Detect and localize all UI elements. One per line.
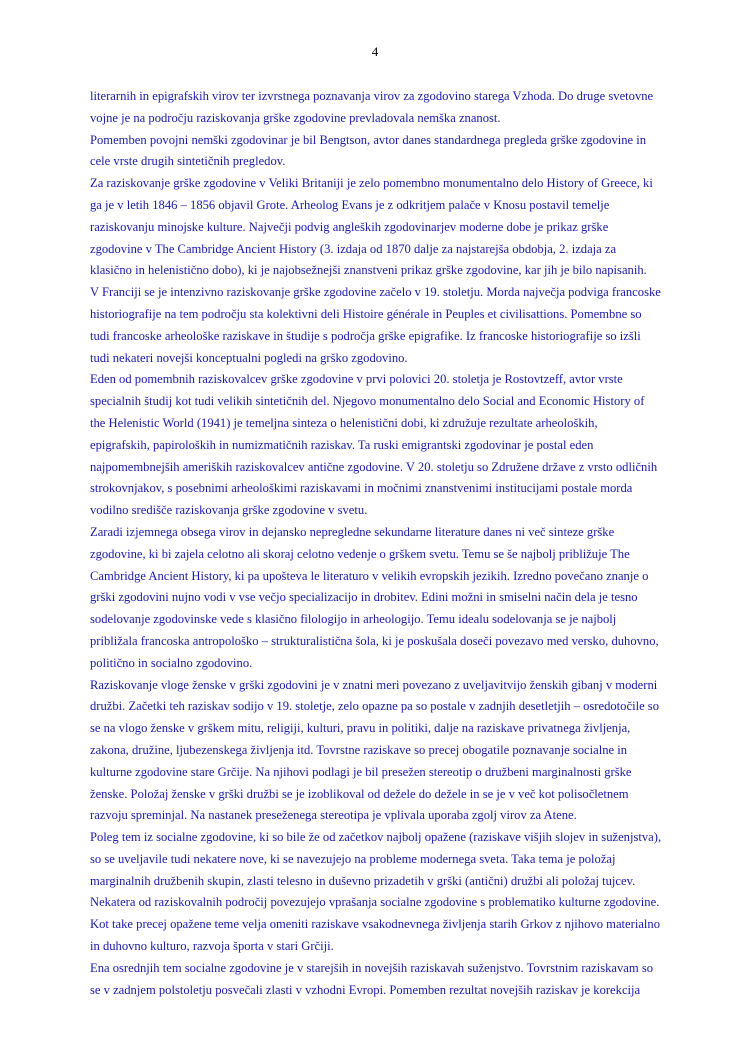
text-line: Eden od pomembnih raziskovalcev grške zgodovine v prvi polovici 20. stoletja je Rostovtzeff, avtor vrste xyxy=(90,372,623,387)
text-line: kulturne zgodovine stare Grčije. Na njihovi podlagi je bil presežen stereotip o družbeni marginalnosti grške xyxy=(90,764,632,779)
text-line: in duhovno kulturo, razvoja športa v stari Grčiji. xyxy=(90,939,334,954)
text-line: zgodovine, ki bi zajela celotno ali skoraj celotno vedenje o grškem svetu. Temu se še najbolj približuje The xyxy=(90,546,630,561)
text-line: vodilno središče raziskovanja grške zgodovine v svetu. xyxy=(90,503,368,518)
text-line: ženske. Položaj ženske v grški družbi se je izoblikoval od dežele do dežele in se je v več kot polisočletnem xyxy=(90,786,629,801)
text-line: Raziskovanje vloge ženske v grški zgodovini je v znatni meri povezano z uveljavitvijo ženskih gibanj v moderni xyxy=(90,677,658,692)
text-line: strokovnjakov, s posebnimi arheološkimi raziskavami in močnimi znanstvenimi institucijami postale morda xyxy=(90,481,633,496)
text-line: Nekatera od raziskovalnih področij povezujejo vprašanja socialne zgodovine s problematiko kulturne zgodovine. xyxy=(90,895,660,910)
text-line: najpomembnejših ameriških raziskovalcev antične zgodovine. V 20. stoletju so Združene države z vrsto odličnih xyxy=(90,459,658,474)
text-line: historiografije na tem področju sta kolektivni deli Histoire générale in Peuples et civilisattions. Pomembne so xyxy=(90,306,642,321)
text-line: so se uveljavile tudi nekatere nove, ki se navezujejo na probleme modernega sveta. Taka tema je položaj xyxy=(90,851,616,866)
text-line: se na vlogo ženske v grškem mitu, religiji, kulturi, pravu in politiki, dalje na raziskave privatnega življenja, xyxy=(90,721,631,736)
text-line: cele vrste drugih sintetičnih pregledov. xyxy=(90,154,286,169)
text-line: sodelovanje zgodovinske vede s klasično filologijo in arheologijo. Temu idealu sodelovanja se je najbolj xyxy=(90,612,617,627)
text-line: tudi nekateri novejši konceptualni pogledi na grško zgodovino. xyxy=(90,350,408,365)
text-line: tudi francoske arheološke raziskave in študije s področja grške epigrafike. Iz francoske historiografije so izšli xyxy=(90,328,641,343)
text-line: politično in socialno zgodovino. xyxy=(90,655,253,670)
text-line: specialnih študij kot tudi velikih sintetičnih del. Njegovo monumentalno delo Social and Economic History of xyxy=(90,394,645,409)
text-line: epigrafskih, papiroloških in numizmatičnih raziskav. Ta ruski emigrantski zgodovinar je postal eden xyxy=(90,437,594,452)
text-line: Za raziskovanje grške zgodovine v Veliki Britaniji je zelo pomembno monumentalno delo History of Greece, ki xyxy=(90,176,653,191)
text-line: se v zadnjem polstoletju posvečali zlasti v vzhodni Evropi. Pomemben rezultat novejših raziskav je korekcija xyxy=(90,982,641,997)
text-line: literarnih in epigrafskih virov ter izvrstnega poznavanja virov za zgodovino starega Vzhoda. Do druge svetovne xyxy=(90,89,654,103)
text-line: the Helenistic World (1941) je temeljna sinteza o helenistični dobi, ki združuje rezultate arheoloških, xyxy=(90,415,598,430)
text-line: grški zgodovini nujno vodi v vse večjo specializacijo in drobitev. Edini možni in smiselni način dela je tesno xyxy=(90,590,638,605)
text-line: zakona, družine, ljubezenskega življenja itd. Tovrstne raziskave so precej obogatile poznavanje socialne in xyxy=(90,742,628,757)
text-line: Poleg tem iz socialne zgodovine, ki so bile že od začetkov najbolj opažene (raziskave višjih slojev in suženjstva), xyxy=(90,830,662,845)
text-line: klasično in helenistično dobo), ki je najobsežnejši znanstveni prikaz grške zgodovine, kar jih je bilo napisanih. xyxy=(90,263,647,278)
text-line: raziskovanju minojske kulture. Največji podvig angleških zgodovinarjev moderne dobe je prikaz grške xyxy=(90,219,609,234)
text-line: približala francoska antropološko – strukturalistična šola, ki je poskušala doseči povezavo med versko, duhovno, xyxy=(90,633,659,648)
text-line: ga je v letih 1846 – 1856 objavil Grote. Arheolog Evans je z odkritjem palače v Knosu postavil temelje xyxy=(90,197,610,212)
text-line: Ena osrednjih tem socialne zgodovine je v starejših in novejših raziskavah suženjstvo. Tovrstnim raziskavam so xyxy=(90,960,654,975)
text-line: marginalnih družbenih skupin, zlasti telesno in duševno prizadetih v grški (antični) družbi ali položaj tujcev. xyxy=(90,873,636,888)
text-line: Kot take precej opažene teme velja omeniti raziskave vsakodnevnega življenja starih Grkov z njihovo materialno xyxy=(90,917,660,932)
text-line: vojne je na področju raziskovanja grške zgodovine prevladovala nemška znanost. xyxy=(90,110,501,125)
text-line: družbi. Začetki teh raziskav sodijo v 19. stoletje, zelo opazne pa so postale v zadnjih desetletjih – osredotočile so xyxy=(90,699,660,714)
text-line: Pomemben povojni nemški zgodovinar je bil Bengtson, avtor danes standardnega pregleda grške zgodovine in xyxy=(90,132,647,147)
text-line: zgodovine v The Cambridge Ancient History (3. izdaja od 1870 dalje za najstarejša obdobja, 2. izdaja za xyxy=(90,241,617,256)
text-line: Cambridge Ancient History, ki pa upošteva le literaturo v velikih evropskih jezikih. Izredno povečano znanje o xyxy=(90,568,649,583)
document-body xyxy=(90,86,670,1001)
text-line: Zaradi izjemnega obsega virov in dejansko nepregledne sekundarne literature danes ni več sinteze grške xyxy=(90,524,615,539)
text-line: V Franciji se je intenzivno raziskovanje grške zgodovine začelo v 19. stoletju. Morda največja podviga francoske xyxy=(90,285,661,300)
page-number: 4 xyxy=(371,44,379,59)
text-line: razvoju spreminjal. Na nastanek preseženega stereotipa je vplivala uporaba zgolj virov za Atene. xyxy=(90,808,577,823)
